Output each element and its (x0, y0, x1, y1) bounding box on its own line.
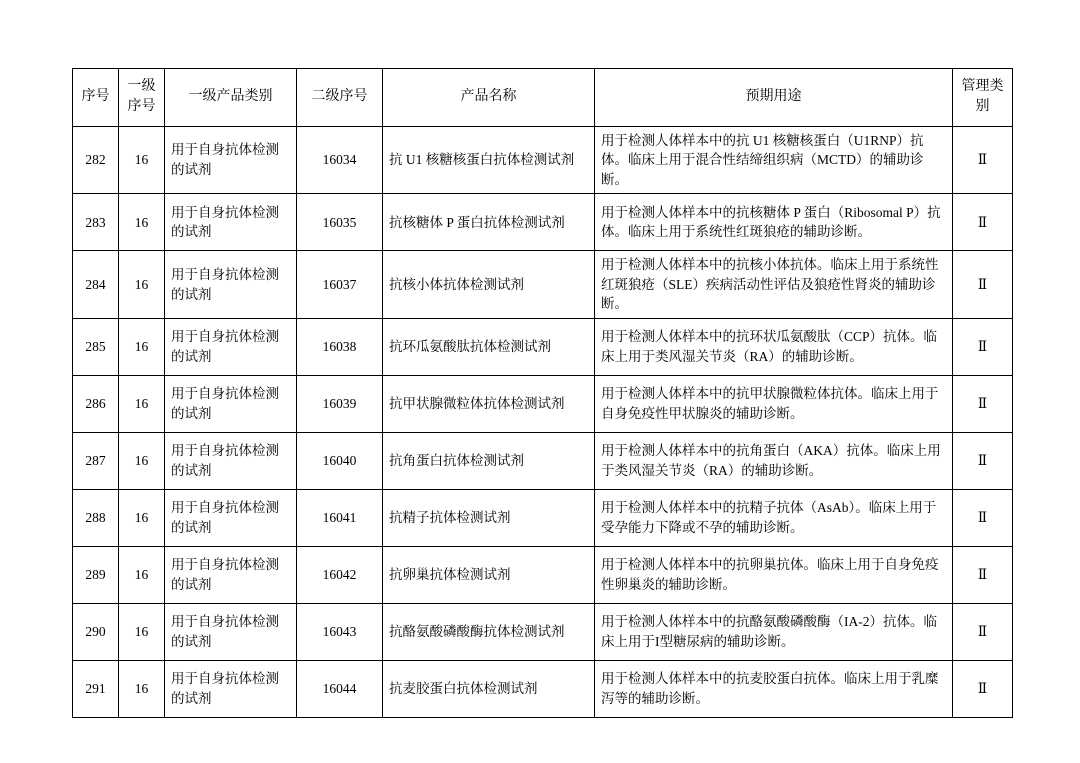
cell-level1-category: 用于自身抗体检测的试剂 (165, 603, 297, 660)
header-intended-use: 预期用途 (595, 69, 953, 127)
table-body (73, 126, 1013, 717)
cell-level1-category: 用于自身抗体检测的试剂 (165, 194, 297, 251)
cell-level2-seq: 16037 (297, 251, 383, 319)
cell-product-name: 抗甲状腺微粒体抗体检测试剂 (383, 375, 595, 432)
cell-seq: 284 (73, 251, 119, 319)
cell-management-class: Ⅱ (953, 126, 1013, 194)
cell-level2-seq: 16038 (297, 318, 383, 375)
cell-level2-seq: 16034 (297, 126, 383, 194)
cell-product-name: 抗环瓜氨酸肽抗体检测试剂 (383, 318, 595, 375)
cell-level2-seq: 16039 (297, 375, 383, 432)
table-row (73, 603, 1013, 660)
cell-management-class: Ⅱ (953, 318, 1013, 375)
cell-product-name: 抗精子抗体检测试剂 (383, 489, 595, 546)
table-row (73, 251, 1013, 319)
cell-seq: 285 (73, 318, 119, 375)
cell-level1-seq: 16 (119, 603, 165, 660)
table-row (73, 318, 1013, 375)
cell-intended-use: 用于检测人体样本中的抗卵巢抗体。临床上用于自身免疫性卵巢炎的辅助诊断。 (595, 546, 953, 603)
cell-level1-category: 用于自身抗体检测的试剂 (165, 660, 297, 717)
cell-seq: 291 (73, 660, 119, 717)
document-page (72, 68, 1012, 718)
cell-intended-use: 用于检测人体样本中的抗 U1 核糖核蛋白（U1RNP）抗体。临床上用于混合性结缔组织病（MCTD）的辅助诊断。 (595, 126, 953, 194)
cell-level2-seq: 16044 (297, 660, 383, 717)
cell-level2-seq: 16042 (297, 546, 383, 603)
cell-level1-seq: 16 (119, 489, 165, 546)
table-row (73, 194, 1013, 251)
cell-product-name: 抗卵巢抗体检测试剂 (383, 546, 595, 603)
cell-intended-use: 用于检测人体样本中的抗酪氨酸磷酸酶（IA-2）抗体。临床上用于I型糖尿病的辅助诊断。 (595, 603, 953, 660)
header-level1-category: 一级产品类别 (165, 69, 297, 127)
cell-management-class: Ⅱ (953, 432, 1013, 489)
cell-seq: 289 (73, 546, 119, 603)
table-header (73, 69, 1013, 127)
cell-seq: 286 (73, 375, 119, 432)
cell-intended-use: 用于检测人体样本中的抗角蛋白（AKA）抗体。临床上用于类风湿关节炎（RA）的辅助诊断。 (595, 432, 953, 489)
table-row (73, 546, 1013, 603)
cell-level1-seq: 16 (119, 194, 165, 251)
cell-level1-category: 用于自身抗体检测的试剂 (165, 375, 297, 432)
cell-level2-seq: 16041 (297, 489, 383, 546)
cell-product-name: 抗 U1 核糖核蛋白抗体检测试剂 (383, 126, 595, 194)
table-row (73, 432, 1013, 489)
cell-product-name: 抗麦胶蛋白抗体检测试剂 (383, 660, 595, 717)
cell-level1-category: 用于自身抗体检测的试剂 (165, 432, 297, 489)
header-seq: 序号 (73, 69, 119, 127)
cell-intended-use: 用于检测人体样本中的抗核糖体 P 蛋白（Ribosomal P）抗体。临床上用于系统性红斑狼疮的辅助诊断。 (595, 194, 953, 251)
cell-seq: 282 (73, 126, 119, 194)
product-classification-table (72, 68, 1013, 718)
table-row (73, 660, 1013, 717)
cell-product-name: 抗酪氨酸磷酸酶抗体检测试剂 (383, 603, 595, 660)
table-row (73, 126, 1013, 194)
cell-level2-seq: 16043 (297, 603, 383, 660)
header-level2-seq: 二级序号 (297, 69, 383, 127)
cell-level2-seq: 16035 (297, 194, 383, 251)
table-header-row (73, 69, 1013, 127)
header-level1-seq: 一级序号 (119, 69, 165, 127)
cell-level2-seq: 16040 (297, 432, 383, 489)
header-management-class: 管理类别 (953, 69, 1013, 127)
cell-level1-seq: 16 (119, 318, 165, 375)
cell-level1-category: 用于自身抗体检测的试剂 (165, 489, 297, 546)
cell-level1-seq: 16 (119, 375, 165, 432)
cell-management-class: Ⅱ (953, 375, 1013, 432)
cell-seq: 287 (73, 432, 119, 489)
cell-level1-category: 用于自身抗体检测的试剂 (165, 126, 297, 194)
header-product-name: 产品名称 (383, 69, 595, 127)
cell-product-name: 抗核小体抗体检测试剂 (383, 251, 595, 319)
cell-seq: 288 (73, 489, 119, 546)
cell-level1-category: 用于自身抗体检测的试剂 (165, 251, 297, 319)
cell-seq: 283 (73, 194, 119, 251)
cell-management-class: Ⅱ (953, 251, 1013, 319)
cell-product-name: 抗核糖体 P 蛋白抗体检测试剂 (383, 194, 595, 251)
table-row (73, 489, 1013, 546)
cell-management-class: Ⅱ (953, 603, 1013, 660)
cell-management-class: Ⅱ (953, 194, 1013, 251)
cell-intended-use: 用于检测人体样本中的抗环状瓜氨酸肽（CCP）抗体。临床上用于类风湿关节炎（RA）的辅助诊断。 (595, 318, 953, 375)
cell-level1-category: 用于自身抗体检测的试剂 (165, 546, 297, 603)
cell-level1-seq: 16 (119, 251, 165, 319)
cell-intended-use: 用于检测人体样本中的抗精子抗体（AsAb）。临床上用于受孕能力下降或不孕的辅助诊断。 (595, 489, 953, 546)
cell-level1-seq: 16 (119, 660, 165, 717)
cell-level1-seq: 16 (119, 432, 165, 489)
cell-level1-seq: 16 (119, 126, 165, 194)
table-row (73, 375, 1013, 432)
cell-level1-category: 用于自身抗体检测的试剂 (165, 318, 297, 375)
cell-management-class: Ⅱ (953, 660, 1013, 717)
cell-product-name: 抗角蛋白抗体检测试剂 (383, 432, 595, 489)
cell-intended-use: 用于检测人体样本中的抗麦胶蛋白抗体。临床上用于乳糜泻等的辅助诊断。 (595, 660, 953, 717)
cell-intended-use: 用于检测人体样本中的抗核小体抗体。临床上用于系统性红斑狼疮（SLE）疾病活动性评估及狼疮性肾炎的辅助诊断。 (595, 251, 953, 319)
cell-seq: 290 (73, 603, 119, 660)
cell-intended-use: 用于检测人体样本中的抗甲状腺微粒体抗体。临床上用于自身免疫性甲状腺炎的辅助诊断。 (595, 375, 953, 432)
cell-level1-seq: 16 (119, 546, 165, 603)
cell-management-class: Ⅱ (953, 489, 1013, 546)
cell-management-class: Ⅱ (953, 546, 1013, 603)
